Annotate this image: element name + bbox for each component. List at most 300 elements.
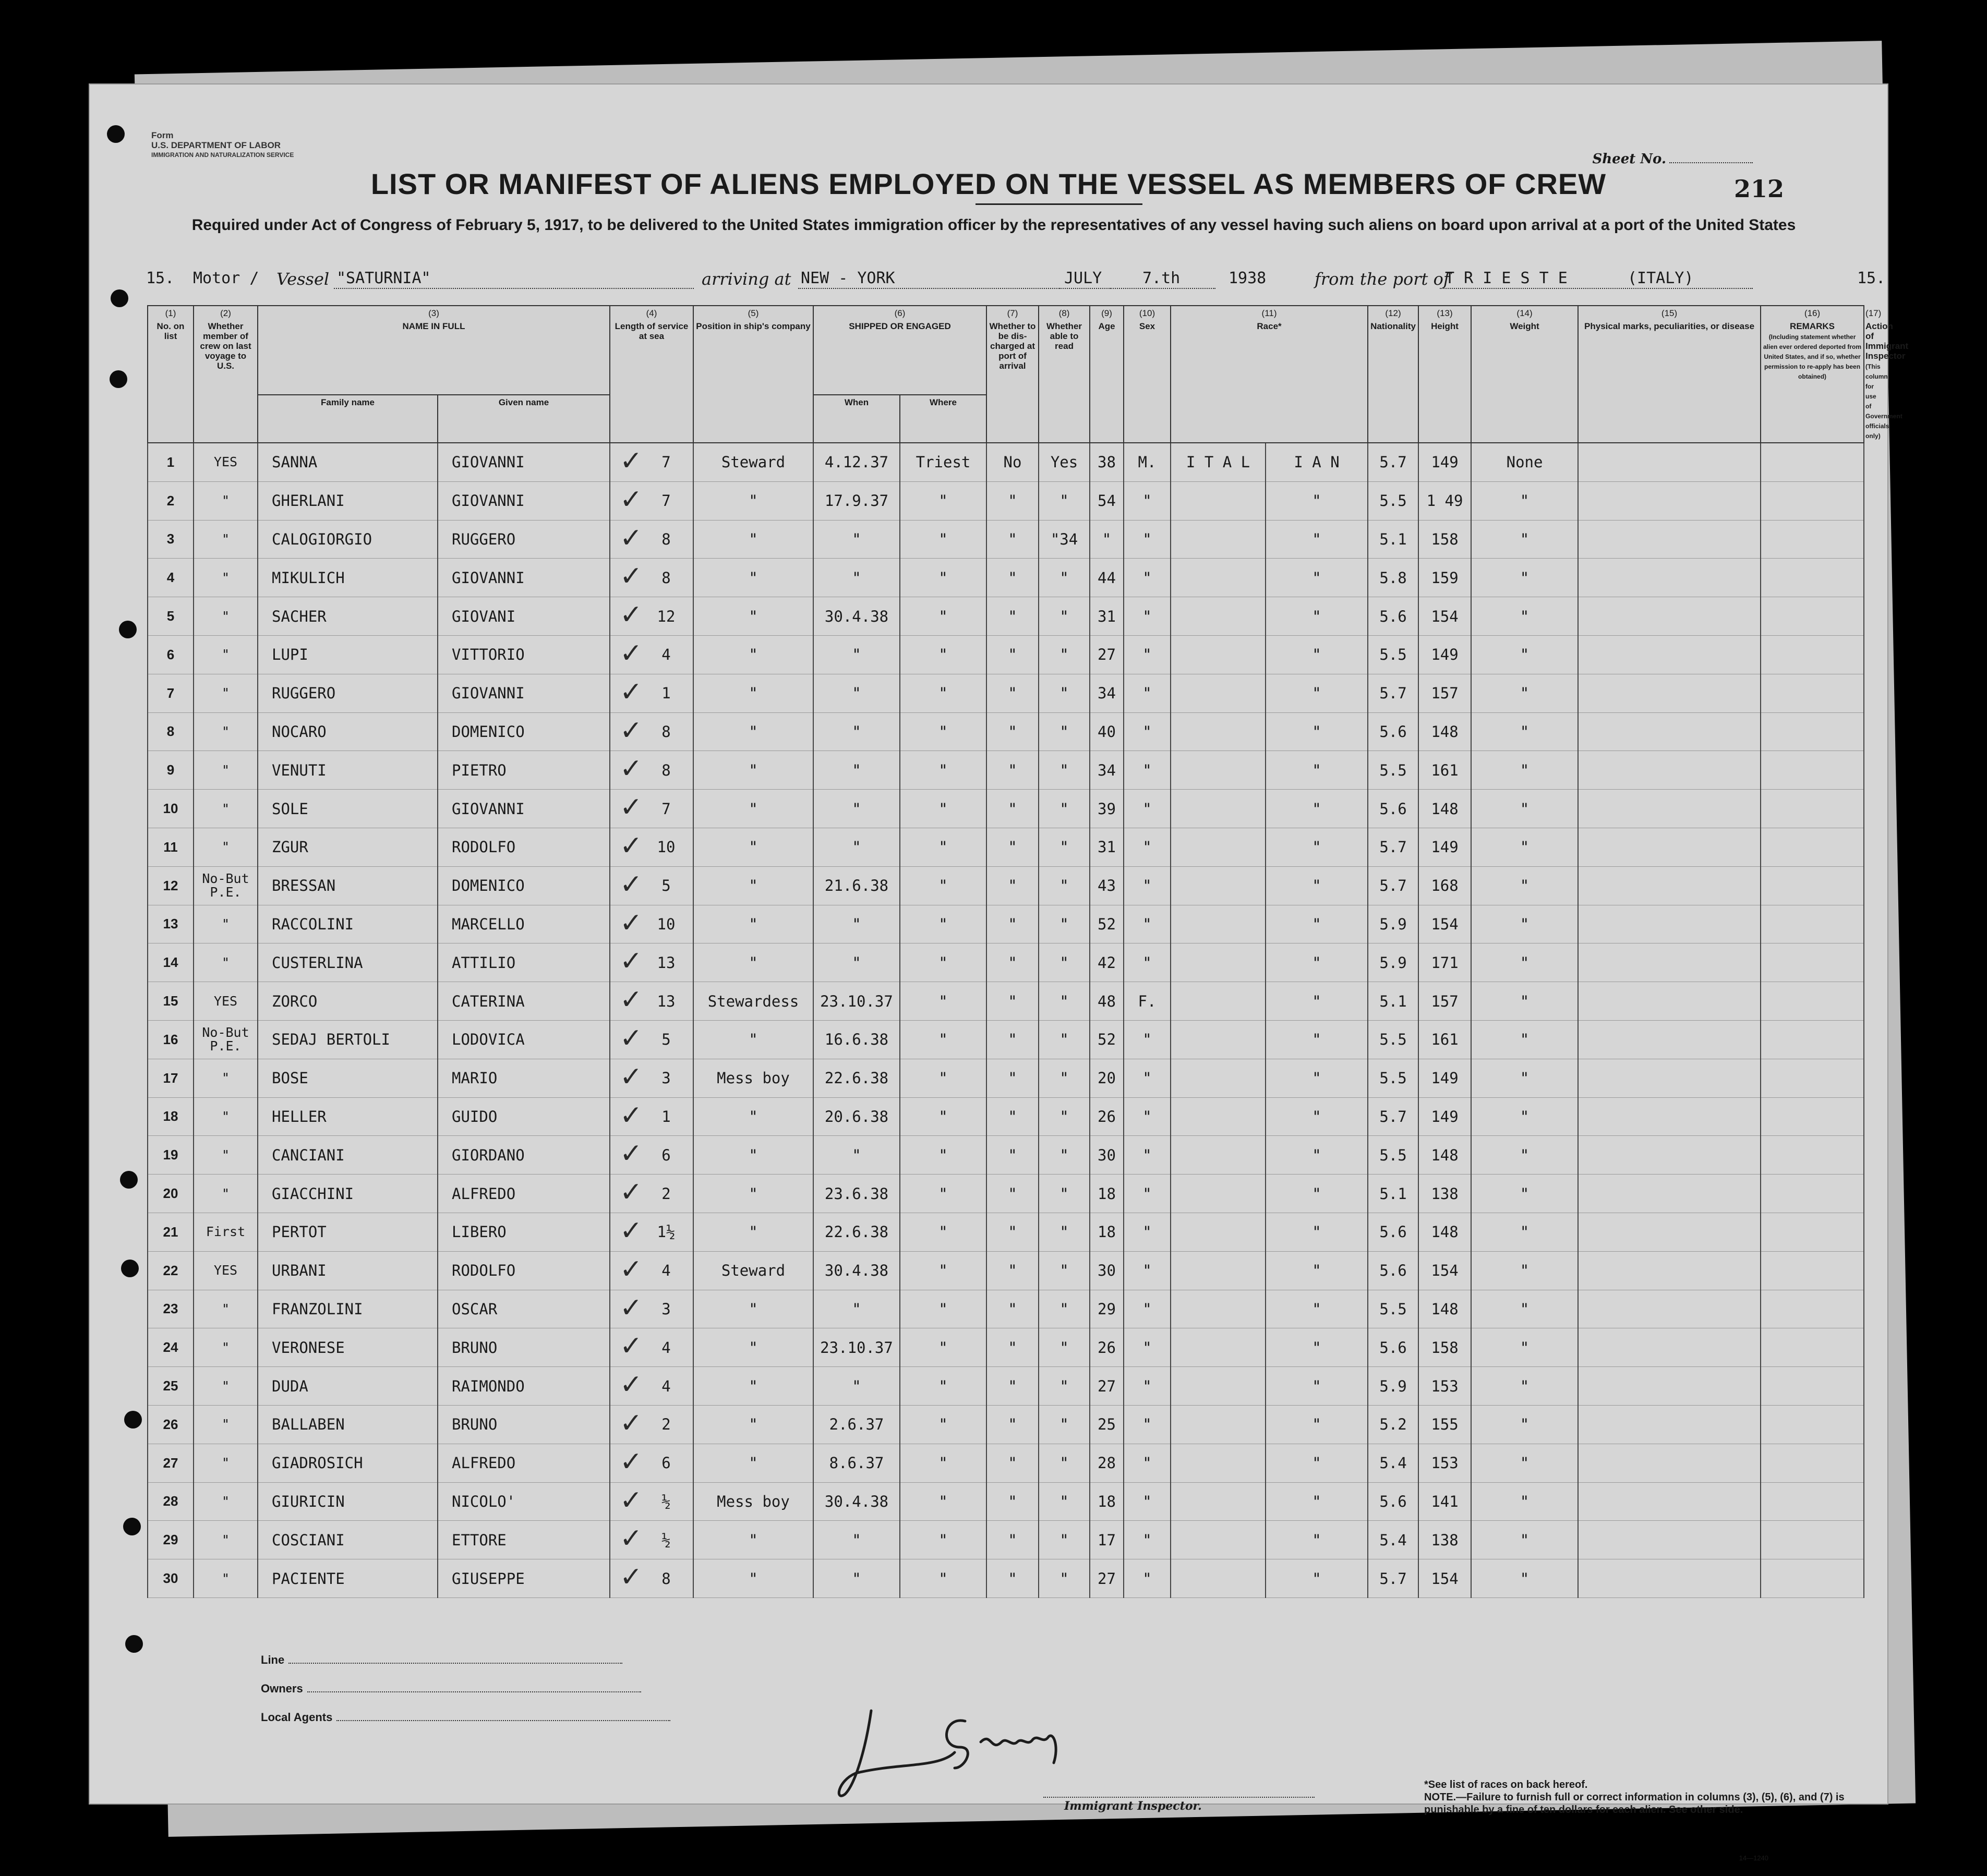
checkmark-icon: ✓ (620, 1407, 643, 1439)
cell-service-length (610, 1020, 693, 1059)
cell-remarks (1578, 905, 1761, 943)
table-row (148, 1136, 1864, 1175)
cell-height: 5.6 (1368, 597, 1418, 636)
cell-service-length (610, 828, 693, 866)
cell-remarks (1578, 597, 1761, 636)
cell-row-number: 3 (148, 520, 194, 559)
cell-family-name: URBANI (258, 1251, 438, 1290)
department-name: U.S. DEPARTMENT OF LABOR (151, 140, 281, 150)
cell-height: 5.5 (1368, 1059, 1418, 1097)
cell-position: " (693, 520, 813, 559)
cell-shipped-where: Triest (900, 443, 986, 481)
col-header-height: (13) Height (1418, 306, 1471, 443)
cell-able-to-read: " (1039, 1559, 1090, 1598)
cell-race: I T A L (1171, 443, 1266, 481)
cell-able-to-read: " (1039, 674, 1090, 712)
cell-nationality: " (1266, 712, 1368, 751)
cell-shipped-where: " (900, 1251, 986, 1290)
cell-given-name: BRUNO (438, 1405, 610, 1444)
cell-shipped-when: 30.4.38 (813, 597, 900, 636)
cell-shipped-when: 30.4.38 (813, 1482, 900, 1521)
cell-sex: " (1124, 1521, 1171, 1559)
cell-remarks (1578, 1020, 1761, 1059)
col-header-discharged: (7) Whether to be dis-charged at port of arrival (986, 306, 1039, 443)
cell-race (1171, 712, 1266, 751)
sheet-number-field (1592, 151, 1753, 167)
cell-remarks (1578, 1405, 1761, 1444)
cell-discharged: No (986, 443, 1039, 481)
table-row (148, 943, 1864, 982)
cell-service-length (610, 790, 693, 828)
cell-remarks (1578, 635, 1761, 674)
cell-physical-marks: " (1471, 1367, 1578, 1406)
cell-shipped-where: " (900, 635, 986, 674)
checkmark-icon: ✓ (620, 792, 643, 824)
cell-position: Mess boy (693, 1482, 813, 1521)
service-length-value: 6 (661, 1146, 671, 1164)
cell-able-to-read: " (1039, 1175, 1090, 1213)
cell-service-length (610, 1290, 693, 1328)
from-port-blank (1440, 288, 1753, 289)
cell-shipped-where: " (900, 520, 986, 559)
cell-shipped-where: " (900, 1328, 986, 1367)
cell-age: 18 (1090, 1175, 1124, 1213)
checkmark-icon: ✓ (620, 1253, 643, 1285)
cell-position: " (693, 751, 813, 790)
cell-remarks (1578, 1482, 1761, 1521)
cell-sex: " (1124, 1175, 1171, 1213)
cell-race (1171, 751, 1266, 790)
cell-given-name: PIETRO (438, 751, 610, 790)
checkmark-icon: ✓ (620, 1138, 643, 1170)
cell-nationality: " (1266, 1559, 1368, 1598)
cell-previous-voyage: " (194, 905, 258, 943)
cell-remarks (1578, 751, 1761, 790)
cell-row-number: 13 (148, 905, 194, 943)
cell-shipped-when: 16.6.38 (813, 1020, 900, 1059)
col-header-weight: (14) Weight (1471, 306, 1578, 443)
cell-previous-voyage: No-But P.E. (194, 1020, 258, 1059)
service-length-value: 12 (657, 607, 676, 625)
cell-physical-marks: " (1471, 674, 1578, 712)
cell-nationality: " (1266, 481, 1368, 520)
cell-sex: " (1124, 520, 1171, 559)
cell-height: 5.4 (1368, 1521, 1418, 1559)
cell-race (1171, 559, 1266, 597)
cell-service-length (610, 520, 693, 559)
cell-sex: " (1124, 866, 1171, 905)
cell-discharged: " (986, 1521, 1039, 1559)
departure-country: (ITALY) (1628, 269, 1694, 287)
cell-previous-voyage: " (194, 1136, 258, 1175)
cell-age: 34 (1090, 751, 1124, 790)
cell-row-number: 17 (148, 1059, 194, 1097)
cell-nationality: " (1266, 1521, 1368, 1559)
cell-row-number: 2 (148, 481, 194, 520)
inspector-signature (835, 1690, 1075, 1805)
cell-able-to-read: " (1039, 1328, 1090, 1367)
cell-given-name: GUIDO (438, 1097, 610, 1136)
cell-height: 5.1 (1368, 982, 1418, 1021)
cell-position: " (693, 1367, 813, 1406)
col-header-when: When (813, 395, 900, 443)
punch-hole (125, 1635, 143, 1653)
cell-service-length (610, 1136, 693, 1175)
footer-line-label: Line (261, 1653, 285, 1666)
checkmark-icon: ✓ (620, 561, 643, 592)
cell-discharged: " (986, 520, 1039, 559)
cell-weight: 158 (1418, 520, 1471, 559)
cell-remarks (1578, 1521, 1761, 1559)
table-row (148, 1175, 1864, 1213)
cell-nationality: " (1266, 1251, 1368, 1290)
document-title: LIST OR MANIFEST OF ALIENS EMPLOYED ON THE VESSEL AS MEMBERS OF CREW (370, 167, 1607, 200)
cell-given-name: BRUNO (438, 1328, 610, 1367)
cell-shipped-when: 2.6.37 (813, 1405, 900, 1444)
cell-able-to-read: Yes (1039, 443, 1090, 481)
col-header-sex: (10) Sex (1124, 306, 1171, 443)
table-row (148, 828, 1864, 866)
cell-given-name: ATTILIO (438, 943, 610, 982)
footer-line-blank (288, 1663, 622, 1664)
cell-weight: 149 (1418, 1059, 1471, 1097)
cell-shipped-when: 17.9.37 (813, 481, 900, 520)
cell-service-length (610, 597, 693, 636)
table-row (148, 1290, 1864, 1328)
service-length-value: 2 (661, 1184, 671, 1203)
cell-family-name: BOSE (258, 1059, 438, 1097)
cell-race (1171, 1482, 1266, 1521)
cell-height: 5.7 (1368, 1097, 1418, 1136)
cell-race (1171, 1175, 1266, 1213)
cell-position: " (693, 943, 813, 982)
cell-discharged: " (986, 1097, 1039, 1136)
cell-shipped-where: " (900, 1136, 986, 1175)
cell-sex: " (1124, 674, 1171, 712)
cell-row-number: 9 (148, 751, 194, 790)
cell-row-number: 26 (148, 1405, 194, 1444)
cell-previous-voyage: " (194, 712, 258, 751)
cell-previous-voyage: " (194, 481, 258, 520)
cell-service-length (610, 1482, 693, 1521)
arrival-year: 1938 (1229, 269, 1267, 287)
cell-inspector-action (1761, 1059, 1864, 1097)
cell-row-number: 23 (148, 1290, 194, 1328)
cell-weight: 158 (1418, 1328, 1471, 1367)
cell-able-to-read: " (1039, 1251, 1090, 1290)
service-length-value: 10 (657, 915, 676, 933)
cell-previous-voyage: " (194, 1175, 258, 1213)
cell-able-to-read: " (1039, 597, 1090, 636)
cell-given-name: NICOLO' (438, 1482, 610, 1521)
form-number: 14—1240 (1739, 1854, 1768, 1862)
cell-age: 40 (1090, 712, 1124, 751)
cell-weight: 154 (1418, 1559, 1471, 1598)
cell-able-to-read: " (1039, 481, 1090, 520)
cell-inspector-action (1761, 559, 1864, 597)
cell-shipped-where: " (900, 943, 986, 982)
cell-physical-marks: " (1471, 1097, 1578, 1136)
arriving-label: arriving at (702, 269, 791, 289)
cell-given-name: GIOVANI (438, 597, 610, 636)
cell-row-number: 6 (148, 635, 194, 674)
cell-height: 5.1 (1368, 1175, 1418, 1213)
cell-able-to-read: " (1039, 1521, 1090, 1559)
cell-weight: 154 (1418, 597, 1471, 636)
cell-discharged: " (986, 635, 1039, 674)
cell-position: " (693, 1136, 813, 1175)
cell-given-name: MARCELLO (438, 905, 610, 943)
table-body (148, 443, 1864, 1597)
cell-sex: " (1124, 1444, 1171, 1482)
cell-previous-voyage: " (194, 828, 258, 866)
cell-able-to-read: " (1039, 712, 1090, 751)
cell-position: " (693, 559, 813, 597)
cell-row-number: 12 (148, 866, 194, 905)
checkmark-icon: ✓ (620, 1215, 643, 1246)
cell-sex: " (1124, 1136, 1171, 1175)
col-header-name: (3) NAME IN FULL (258, 306, 610, 395)
table-row (148, 866, 1864, 905)
cell-weight: 148 (1418, 1213, 1471, 1251)
cell-service-length (610, 1251, 693, 1290)
cell-race (1171, 866, 1266, 905)
cell-weight: 149 (1418, 635, 1471, 674)
cell-inspector-action (1761, 443, 1864, 481)
checkmark-icon: ✓ (620, 1446, 643, 1478)
cell-inspector-action (1761, 1328, 1864, 1367)
cell-remarks (1578, 790, 1761, 828)
cell-nationality: " (1266, 1482, 1368, 1521)
cell-previous-voyage: " (194, 1367, 258, 1406)
cell-remarks (1578, 943, 1761, 982)
cell-weight: 148 (1418, 1290, 1471, 1328)
service-length-value: 7 (661, 492, 671, 510)
cell-remarks (1578, 828, 1761, 866)
cell-able-to-read: " (1039, 1097, 1090, 1136)
service-length-value: 1 (661, 684, 671, 703)
cell-race (1171, 982, 1266, 1021)
footer-line-field (261, 1653, 622, 1667)
cell-height: 5.6 (1368, 1213, 1418, 1251)
document-subtitle: Required under Act of Congress of February 5, 1917, to be delivered to the United States immigration officer by the representatives of any vessel having such aliens on board upon arrival at a port of the United States (191, 216, 1796, 234)
cell-previous-voyage: " (194, 1059, 258, 1097)
cell-able-to-read: " (1039, 982, 1090, 1021)
cell-weight: 157 (1418, 674, 1471, 712)
cell-given-name: RUGGERO (438, 520, 610, 559)
table-row (148, 635, 1864, 674)
cell-shipped-where: " (900, 1559, 986, 1598)
cell-sex: M. (1124, 443, 1171, 481)
cell-shipped-where: " (900, 828, 986, 866)
table-row (148, 1213, 1864, 1251)
cell-given-name: ALFREDO (438, 1444, 610, 1482)
cell-physical-marks: " (1471, 712, 1578, 751)
inspector-signature-line (1043, 1797, 1315, 1798)
cell-given-name: LIBERO (438, 1213, 610, 1251)
cell-inspector-action (1761, 1559, 1864, 1598)
cell-discharged: " (986, 1059, 1039, 1097)
cell-weight: 171 (1418, 943, 1471, 982)
cell-row-number: 1 (148, 443, 194, 481)
checkmark-icon: ✓ (620, 1330, 643, 1362)
cell-able-to-read: " (1039, 1290, 1090, 1328)
cell-nationality: " (1266, 1175, 1368, 1213)
col-header-service-length: (4) Length of service at sea (610, 306, 693, 443)
cell-discharged: " (986, 1175, 1039, 1213)
cell-weight: 157 (1418, 982, 1471, 1021)
cell-physical-marks: " (1471, 1444, 1578, 1482)
cell-height: 5.5 (1368, 751, 1418, 790)
cell-family-name: CUSTERLINA (258, 943, 438, 982)
sheet-number-blank (1669, 162, 1753, 163)
cell-given-name: GIOVANNI (438, 674, 610, 712)
cell-inspector-action (1761, 905, 1864, 943)
cell-discharged: " (986, 1328, 1039, 1367)
cell-family-name: NOCARO (258, 712, 438, 751)
cell-age: 27 (1090, 635, 1124, 674)
cell-shipped-when: " (813, 751, 900, 790)
cell-given-name: GIOVANNI (438, 559, 610, 597)
cell-shipped-when: 4.12.37 (813, 443, 900, 481)
cell-shipped-where: " (900, 597, 986, 636)
cell-shipped-where: " (900, 1521, 986, 1559)
cell-age: 31 (1090, 828, 1124, 866)
cell-race (1171, 1290, 1266, 1328)
cell-nationality: " (1266, 790, 1368, 828)
cell-age: 34 (1090, 674, 1124, 712)
cell-discharged: " (986, 1020, 1039, 1059)
cell-discharged: " (986, 1559, 1039, 1598)
cell-position: Steward (693, 1251, 813, 1290)
cell-inspector-action (1761, 751, 1864, 790)
cell-position: Steward (693, 443, 813, 481)
cell-remarks (1578, 1136, 1761, 1175)
cell-race (1171, 943, 1266, 982)
date-blank (1059, 288, 1215, 289)
cell-family-name: SEDAJ BERTOLI (258, 1020, 438, 1059)
cell-family-name: COSCIANI (258, 1521, 438, 1559)
cell-position: " (693, 1328, 813, 1367)
service-length-value: 8 (661, 1569, 671, 1588)
cell-given-name: DOMENICO (438, 712, 610, 751)
cell-row-number: 4 (148, 559, 194, 597)
cell-shipped-when: 20.6.38 (813, 1097, 900, 1136)
cell-previous-voyage: YES (194, 443, 258, 481)
cell-able-to-read: " (1039, 1367, 1090, 1406)
cell-age: 28 (1090, 1444, 1124, 1482)
cell-height: 5.1 (1368, 520, 1418, 559)
cell-weight: 149 (1418, 1097, 1471, 1136)
cell-physical-marks: " (1471, 1482, 1578, 1521)
cell-service-length (610, 1405, 693, 1444)
form-identifier (151, 130, 294, 160)
cell-given-name: OSCAR (438, 1290, 610, 1328)
cell-row-number: 28 (148, 1482, 194, 1521)
cell-row-number: 10 (148, 790, 194, 828)
cell-row-number: 8 (148, 712, 194, 751)
cell-age: 38 (1090, 443, 1124, 481)
cell-service-length (610, 443, 693, 481)
col-header-age: (9) Age (1090, 306, 1124, 443)
cell-position: " (693, 1559, 813, 1598)
cell-physical-marks: " (1471, 1290, 1578, 1328)
col-header-where: Where (900, 395, 986, 443)
checkmark-icon: ✓ (620, 483, 643, 515)
cell-able-to-read: " (1039, 751, 1090, 790)
cell-previous-voyage: " (194, 751, 258, 790)
cell-able-to-read: " (1039, 635, 1090, 674)
checkmark-icon: ✓ (620, 946, 643, 977)
cell-height: 5.5 (1368, 1020, 1418, 1059)
cell-service-length (610, 1213, 693, 1251)
cell-nationality: " (1266, 1213, 1368, 1251)
cell-physical-marks: " (1471, 1059, 1578, 1097)
cell-position: " (693, 597, 813, 636)
cell-sex: " (1124, 597, 1171, 636)
cell-physical-marks: " (1471, 635, 1578, 674)
cell-discharged: " (986, 1290, 1039, 1328)
cell-position: " (693, 1405, 813, 1444)
table-row (148, 597, 1864, 636)
cell-family-name: SACHER (258, 597, 438, 636)
cell-discharged: " (986, 597, 1039, 636)
cell-height: 5.6 (1368, 1482, 1418, 1521)
table-row (148, 712, 1864, 751)
cell-weight: 153 (1418, 1444, 1471, 1482)
cell-discharged: " (986, 828, 1039, 866)
cell-physical-marks: " (1471, 520, 1578, 559)
cell-remarks (1578, 443, 1761, 481)
cell-shipped-where: " (900, 751, 986, 790)
cell-sex: " (1124, 635, 1171, 674)
cell-family-name: ZGUR (258, 828, 438, 866)
table-row (148, 559, 1864, 597)
cell-able-to-read: " (1039, 943, 1090, 982)
cell-physical-marks: " (1471, 790, 1578, 828)
cell-race (1171, 905, 1266, 943)
cell-weight: 161 (1418, 751, 1471, 790)
punch-hole (121, 1260, 139, 1277)
cell-height: 5.4 (1368, 1444, 1418, 1482)
cell-race (1171, 1444, 1266, 1482)
cell-shipped-where: " (900, 866, 986, 905)
inspector-label: Immigrant Inspector. (1064, 1799, 1202, 1813)
cell-age: 18 (1090, 1482, 1124, 1521)
cell-inspector-action (1761, 1367, 1864, 1406)
col-header-shipped: (6) SHIPPED OR ENGAGED (813, 306, 986, 395)
cell-inspector-action (1761, 943, 1864, 982)
cell-able-to-read: " (1039, 828, 1090, 866)
cell-family-name: MIKULICH (258, 559, 438, 597)
cell-sex: " (1124, 1290, 1171, 1328)
cell-service-length (610, 1175, 693, 1213)
service-length-value: 4 (661, 646, 671, 664)
checkmark-icon: ✓ (620, 1484, 643, 1516)
cell-discharged: " (986, 1405, 1039, 1444)
cell-race (1171, 635, 1266, 674)
cell-age: 17 (1090, 1521, 1124, 1559)
footer-owners-blank (307, 1691, 641, 1692)
cell-previous-voyage: " (194, 1444, 258, 1482)
cell-able-to-read: " (1039, 1405, 1090, 1444)
cell-height: 5.5 (1368, 635, 1418, 674)
cell-age: 18 (1090, 1213, 1124, 1251)
cell-family-name: DUDA (258, 1367, 438, 1406)
cell-position: " (693, 674, 813, 712)
cell-height: 5.9 (1368, 1367, 1418, 1406)
cell-physical-marks: " (1471, 1251, 1578, 1290)
